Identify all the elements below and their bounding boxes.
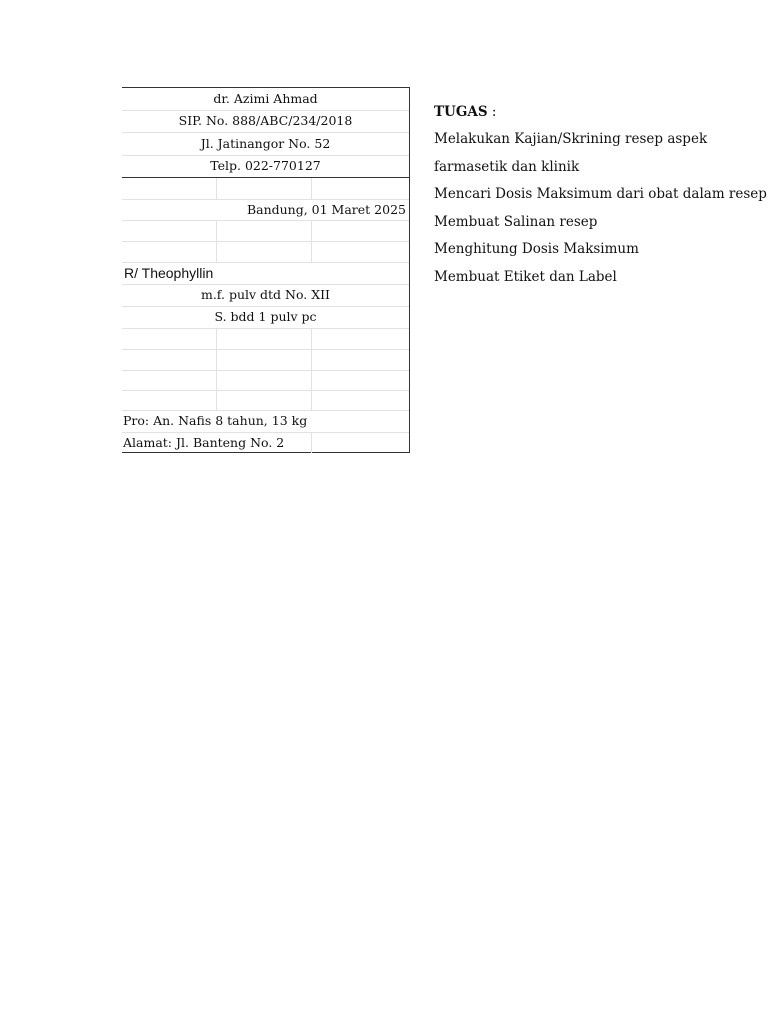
doctor-address: Jl. Jatinangor No. 52 (200, 136, 331, 151)
row-divider (122, 370, 409, 371)
row-divider (122, 349, 409, 350)
task-item: Melakukan Kajian/Skrining resep aspek (434, 131, 708, 147)
row-divider (122, 241, 409, 242)
signa-instruction: S. bdd 1 pulv pc (214, 309, 317, 324)
row-divider (122, 328, 409, 329)
row-divider (122, 390, 409, 391)
mf-instruction: m.f. pulv dtd No. XII (200, 287, 330, 302)
task-item: Mencari Dosis Maksimum dari obat dalam resep (434, 186, 767, 202)
column-divider (311, 328, 312, 410)
doctor-phone: Telp. 022-770127 (210, 158, 321, 173)
column-divider (311, 220, 312, 262)
patient-address: Alamat: Jl. Banteng No. 2 (123, 435, 285, 450)
task-heading-line (434, 99, 668, 126)
doctor-name: dr. Azimi Ahmad (213, 91, 318, 106)
column-divider (216, 220, 217, 262)
task-heading-colon: : (487, 104, 497, 120)
column-divider (216, 328, 217, 410)
patient-info: Pro: An. Nafis 8 tahun, 13 kg (123, 413, 308, 428)
column-divider (311, 178, 312, 199)
task-item: Membuat Salinan resep (434, 213, 598, 230)
recipe-line: R/ Theophyllin (124, 265, 214, 281)
task-heading: TUGAS (434, 104, 488, 120)
column-divider (216, 178, 217, 199)
task-item: Menghitung Dosis Maksimum (434, 241, 639, 257)
task-list (434, 99, 767, 291)
task-item: farmasetik dan klinik (434, 158, 580, 175)
sip-number: SIP. No. 888/ABC/234/2018 (178, 113, 353, 128)
column-divider (311, 432, 312, 453)
place-date: Bandung, 01 Maret 2025 (246, 202, 406, 217)
prescription-sheet (122, 87, 410, 453)
task-item: Membuat Etiket dan Label (434, 268, 617, 285)
header-divider (122, 177, 409, 178)
